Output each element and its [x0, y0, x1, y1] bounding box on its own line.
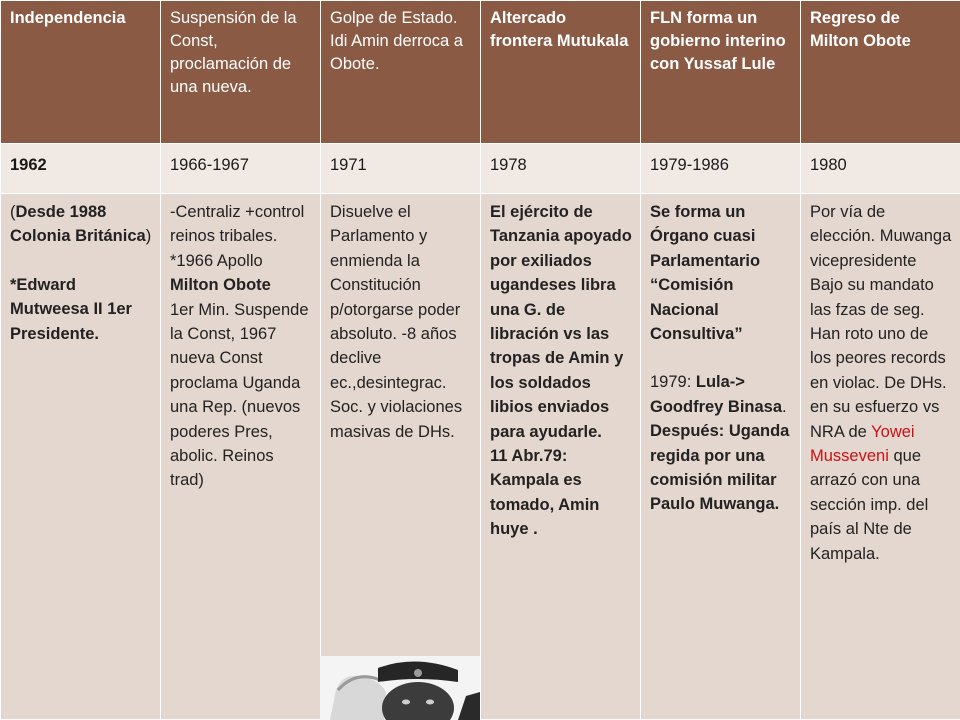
detail-cell-1978: El ejército de Tanzania apoyado por exiliados ugandeses libra una G. de libración vs las tropas de Amin y los soldados libios enviados para ayudarle. 11 Abr.79: Kampala es tomado, Amin huye . [481, 194, 641, 720]
header-cell-regreso [801, 1, 960, 144]
header-text: Regreso de Milton Obote [810, 9, 911, 50]
first-president: *Edward Mutweesa II 1er Presidente. [10, 275, 132, 343]
year-cell: 1980 [801, 144, 960, 194]
header-cell-independencia [1, 1, 161, 144]
header-text: Idi Amin derroca a Obote. [330, 32, 463, 73]
header-text: Independencia [10, 9, 126, 27]
header-text: Altercado frontera Mutukala [490, 9, 629, 50]
year-row [1, 144, 960, 194]
header-text: Suspensión de la Const, proclamación de una nueva. [170, 9, 297, 96]
saluting-man-photo-icon [320, 656, 480, 720]
header-text: Golpe de Estado. [330, 9, 458, 27]
detail-cell-1980: Por vía de elección. Muwanga vicepresidente Bajo su mandato las fzas de seg. Han roto uno de los peores records en violac. De DHs. en su esfuerzo vs NRA de Yowei Musseveni que arrazó con una sección imp. del país al Nte de Kampala. [801, 194, 960, 720]
detail-cell-1966: -Centraliz +control reinos tribales. *1966 Apollo Milton Obote 1er Min. Suspende la Const, 1967 nueva Const proclama Uganda una Rep. (nuevos poderes Pres, abolic. Reinos trad) [161, 194, 321, 720]
header-cell-altercado [481, 1, 641, 144]
header-cell-golpe [321, 1, 481, 144]
highlighted-name: Yowei Musseveni [810, 422, 915, 466]
year-cell: 1979-1986 [641, 144, 801, 194]
detail-cell-1962 [1, 194, 161, 720]
header-cell-fln [641, 1, 801, 144]
year-cell: 1971 [321, 144, 481, 194]
year-cell: 1978 [481, 144, 641, 194]
header-text: FLN forma un gobierno interino con Yussaf Lule [650, 9, 786, 73]
year-cell: 1962 [1, 144, 161, 194]
header-cell-suspension [161, 1, 321, 144]
header-row [1, 1, 960, 144]
detail-cell-1971: Disuelve el Parlamento y enmienda la Constitución p/otorgarse poder absoluto. -8 años declive ec.,desintegrac. Soc. y violaciones masivas de DHs. [321, 194, 481, 720]
colony-note: (Desde 1988 Colonia Británica) [10, 203, 152, 246]
year-cell: 1966-1967 [161, 144, 321, 194]
detail-cell-1979: Se forma un Órgano cuasi Parlamentario “Comisión Nacional Consultiva” 1979: Lula-> Goodfrey Binasa. Después: Uganda regida por una comisión militar Paulo Muwanga. [641, 194, 801, 720]
detail-row [1, 194, 960, 720]
